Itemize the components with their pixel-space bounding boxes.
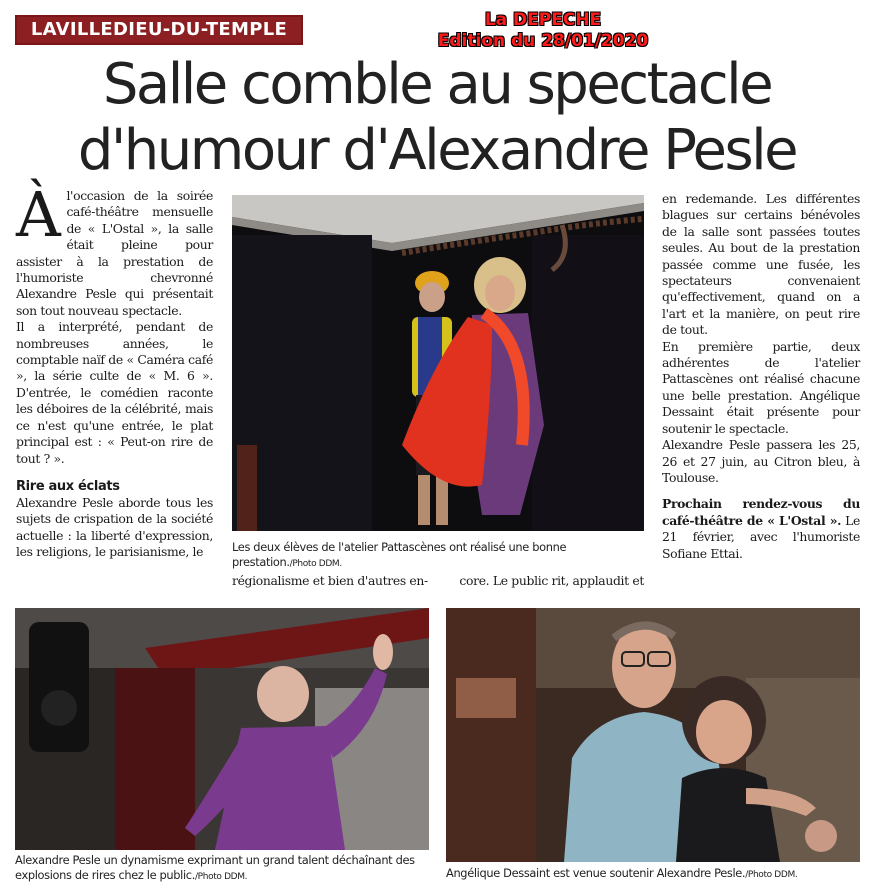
headline: [10, 52, 864, 184]
caption-angelique-photo: [446, 866, 860, 883]
photo-credit: /Photo DDM.: [745, 870, 798, 880]
caption-comedian-photo: [15, 853, 435, 885]
headline-line-2: d'humour d'Alexandre Pesle: [77, 118, 797, 183]
article-column-3: [662, 191, 860, 562]
next-event-details: Le 21 février, avec l'humoriste Sofiane Ettai.: [662, 512, 861, 561]
section-kicker: LAVILLEDIEU-DU-TEMPLE: [15, 15, 303, 45]
paragraph-first-part: En première partie, deux adhérentes de l'atelier Pattascènes ont réalisé chacune une belle prestation. Angélique Dessaint était présente pour soutenir le spectacle.: [662, 338, 860, 436]
next-event-title: Prochain rendez-vous du café-théâtre de « L'Ostal ».: [662, 496, 860, 528]
headline-line-1: Salle comble au spectacle: [102, 52, 772, 117]
text-below-photo-left: régionalisme et bien d'autres en-: [232, 573, 428, 588]
article-column-1: [16, 178, 213, 561]
photo-angelique-and-alexandre: [446, 608, 860, 862]
subheading: Rire aux éclats: [16, 478, 120, 494]
paragraph-reception: en redemande. Les différentes blagues sur certains bénévoles de la salle sont passées toutes seules. Au bout de la prestation passée comme une fusée, les spectateurs convenaient qu'effectivement, quand on a l'art et la manière, on peut rire de tout.: [662, 191, 860, 338]
paragraph-next-event: [662, 496, 860, 562]
drop-cap: À: [16, 178, 61, 251]
photo-credit: /Photo DDM.: [289, 559, 342, 569]
newspaper-source: [418, 10, 668, 52]
caption-text: Angélique Dessaint est venue soutenir Alexandre Pesle.: [446, 866, 746, 880]
source-edition: Edition du 28/01/2020: [437, 31, 649, 51]
paragraph-next-dates: Alexandre Pesle passera les 25, 26 et 27 juin, au Citron bleu, à Toulouse.: [662, 437, 860, 485]
photo-comedian-performing: [15, 608, 429, 850]
paragraph-topics: Alexandre Pesle aborde tous les sujets de crispation de la société actuelle : la liberté d'expression, les religions, le parisianisme, le: [16, 494, 213, 560]
caption-stage-photo: [232, 540, 644, 572]
text-below-photo-right: core. Le public rit, applaudit et: [459, 573, 644, 588]
photo-credit: /Photo DDM.: [194, 872, 248, 882]
caption-text: Les deux élèves de l'atelier Pattascènes ont réalisé une bonne prestation.: [232, 540, 567, 569]
photo-stage-performers: [232, 195, 644, 531]
paragraph-intro: l'occasion de la soirée café-théâtre mensuelle de « L'Ostal », la salle était pleine pour assister à la prestation de l'humoriste chevronné Alexandre Pesle qui présentait son tout nouveau spectacle.: [16, 188, 213, 318]
caption-text: Alexandre Pesle un dynamisme exprimant un grand talent déchaînant des explosions de rires chez le public.: [15, 853, 415, 882]
paragraph-career: Il a interprété, pendant de nombreuses années, le comptable naïf de « Caméra café », la série culte de « M. 6 ». D'entrée, le comédien raconte les déboires de la célébrité, mais ce n'est qu'une entrée, le plat principal est : « Peut-on rire de tout ? ».: [16, 319, 213, 466]
source-name: La DEPECHE: [484, 10, 602, 30]
